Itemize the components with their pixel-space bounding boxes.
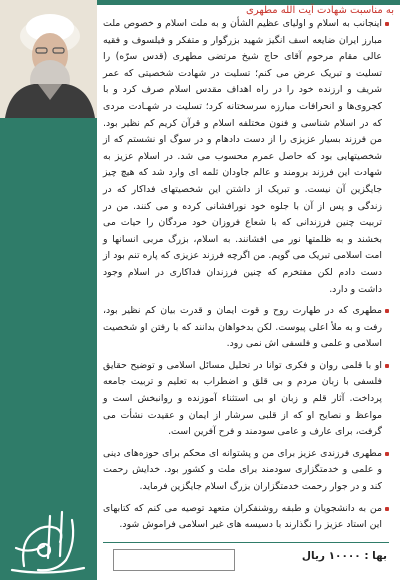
footer-divider: [103, 542, 389, 543]
paragraph-text: اینجانب به اسلام و اولیای عظیم الشأن و به ملت اسلام و خصوص ملت مبارز ایران ضایعه اسف انگیز شهید بزرگوار و متفکر و فیلسوف و فقیه عالی مقام مرحوم آقای حاج شیخ مرتضی مطهری (قدس سرّه) را تسلیت و تبریک عرض می کنم؛ تسلیت در شهادت شخصیتی که عمر شریف و ارزنده خود را در راه اهداف مقدس اسلام صرف کرد و با کجروی‌ها و انحرافات مبارزه سرسختانه کرد؛ تسلیت در شهـادت مردی که در اسلام شناسی و فنون مختلفه اسلام و قرآن کریم کم نظیر بود. من فرزند بسیار عزیزی را از دست دادهام و در سوگ او نشستم که از شخصیتهایی بود که حاصل عمرم محسوب می شد. در اسلام عزیز به شهادت این فرزند برومند و عالم جاودان ثلمه ای وارد شد که هیچ چیز جایگزین آن نیست. و تبریک از داشتن این شخصیتهای فداکار که در زندگی و پس از آن با جلوه خود نورافشانی کرده و می کنند. من در تربیت چنین فرزندانی که با شعاع فروزان خود مردگان را حیات می بخشند و به ظلمتها نور می افشانند. به اسلام، بزرگ مربی انسانها و امت اسلامی تبریک می گویم. من اگرچه فرزند عزیزی که پاره تنم بود از دست دادم لکن مفتخرم که چنین فرزندان فداکاری در اسلام وجود داشت و دارد.: [103, 18, 382, 295]
price-label: بها : ۱۰۰۰۰ ریال: [301, 550, 387, 562]
paragraph-text: مطهری فرزندی عزیز برای من و پشتوانه ای محکم برای حوزه‌های دینی و علمی و خدمتگزاری سودمند برای ملت و کشور بود. خدایش رحمت کند و در جوار رحمت خدمتگزاران بزرگ اسلام جایگزین فرماید.: [103, 447, 382, 493]
calligraphy-seal-icon: [4, 498, 92, 578]
paragraph-text: من به دانشجویان و طبقه روشنفکران متعهد توصیه می کنم که کتابهای این استاد عزیز را نگذارند با دسیسه های غیر اسلامی فراموش شود.: [103, 502, 382, 531]
message-body: [103, 16, 389, 539]
paragraph-3: [103, 358, 389, 441]
paragraph-4: [103, 446, 389, 496]
footer: [103, 542, 389, 580]
portrait-image: [0, 0, 97, 118]
content-area: [97, 0, 400, 580]
green-sidebar: [0, 0, 97, 580]
red-square-bullet-icon: [385, 22, 389, 26]
paragraph-1: [103, 16, 389, 298]
paragraph-text: مطهری که در طهارت روح و قوت ایمان و قدرت بیان کم نظیر بود، رفت و به ملأ اعلی پیوست. لکن بدخواهان بدانند که با رفتن او شخصیت اسلامی و علمی و فلسفی اش نمی رود.: [103, 305, 382, 350]
red-square-bullet-icon: [385, 507, 389, 511]
paragraph-5: [103, 501, 389, 534]
red-square-bullet-icon: [385, 309, 389, 313]
paragraph-2: [103, 303, 389, 353]
red-square-bullet-icon: [385, 364, 389, 368]
header-title: به مناسبت شهادت آیت الله مطهری: [246, 5, 394, 16]
red-square-bullet-icon: [385, 452, 389, 456]
paragraph-text: او با قلمی روان و فکری توانا در تحلیل مسائل اسلامی و توضیح حقایق فلسفی با زبان مردم و بی قلق و اضطراب به تعلیم و تربیت جامعه پرداخت. آثار قلم و زبان او بی استثناء آموزنده و روانبخش است و مواعظ و نصایح او که از قلبی سرشار از ایمان و عقیدت نشأت می گرفت، برای عارف و عامی سودمند و فرح آفرین است.: [103, 359, 382, 438]
price-stamp-box: [113, 549, 235, 571]
